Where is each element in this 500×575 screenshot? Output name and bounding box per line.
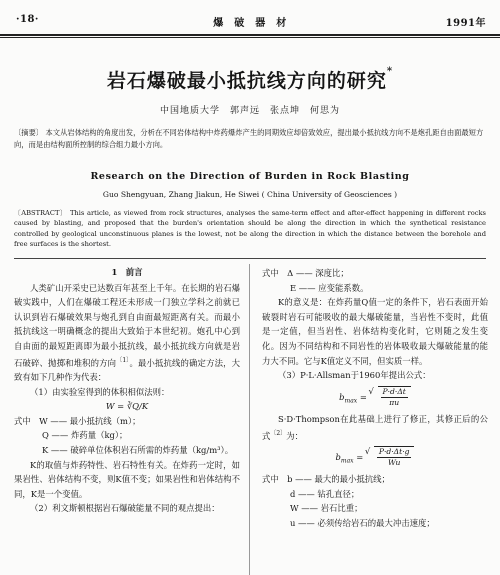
abstract-english: 〔ABSTRACT〕 This article, as viewed from rock structures, analyses the same-term effect and after-effect happening in different rocks caused by blasting, and proposed that the burden's orientation should be along the direction in which the synthetical resistance controlled by geological unconstinuous planes is the lowest, not be along the direction in which the distance between the borehole and free surfaces is the shortest. (14, 209, 486, 249)
header-rule (0, 34, 500, 36)
definition-delta: 式中 Δ —— 深度比； (262, 268, 349, 278)
k-meaning-paragraph: K的意义是：在炸药量Q值一定的条件下，岩石表面开始破裂时岩石可能吸收的最大爆破能量，当岩性不变时，此值是一定值，但当岩性、岩体结构变化时，它则随之发生变化。因为不同结构和不同岩性的岩体吸收最大爆破能量的能力大不同。它与K值定义不同，但实质一样。 (262, 297, 488, 366)
column-divider (249, 264, 250, 575)
page-number: ·18· (16, 14, 39, 25)
journal-name: 爆 破 器 材 (213, 18, 287, 29)
definition-e: E —— 应变能系数。 (290, 282, 369, 293)
page-title (40, 66, 460, 93)
abstract-chinese: 〔摘要〕 本文从岩体结构的角度出发，分析在不同岩体结构中炸药爆炸产生的同期效应却倍致效应，提出最小抵抗线方向不是炮孔距自由面最短方向，而是由结构面所控制的综合组力最小方向。 (14, 128, 484, 149)
authors-chinese: 中国地质大学 郭声远 张点坤 何思为 (159, 106, 340, 116)
definition-u: u —— 必须传给岩石的最大冲击速度； (290, 518, 435, 529)
reference-marker: 〔1〕 (116, 356, 130, 364)
equation-volume-similarity: W = ∛Q/K (105, 401, 149, 412)
header-rule-thin (0, 37, 500, 38)
section-heading: 1 前言 (111, 267, 143, 277)
right-column (262, 266, 488, 531)
allsman-numerator: √ P·d·Δt (382, 386, 406, 396)
method-item-1: （1）由实验室得到的体积相似法则： (30, 386, 170, 397)
method-item-2: （2）利文斯顿根据岩石爆破能量不同的观点提出： (30, 503, 220, 514)
english-title: Research on the Direction of Burden in Rock Blasting (90, 171, 410, 182)
k-value-paragraph: K的取值与炸药特性、岩石特性有关。在炸药一定时，如果岩性、岩体结构不变，则K值不变；如果岩性和岩体结构不同，K是一个变值。 (14, 459, 240, 499)
definition-b: 式中 b —— 最大的最小抵抗线； (262, 474, 390, 485)
title-text: 岩石爆破最小抵抗线方向的研究 (106, 70, 387, 92)
intro-paragraph: 人类矿山开采史已达数百年甚至上千年。在长期的岩石爆破实践中，人们在爆破工程还未形成一门独立学科之前就已认识到岩石爆破效果与炮孔到自由面最短距离有关。而最小抵抗线这一明确概念的提出大致始于本世纪初。炮孔中心到自由面的最短距离即为最小抵抗线，最小抵抗线方向就是岩石破碎、抛掷和堆积的方向$^{〔1〕}$。最小抵抗线的确定方法，大致有如下几种作为代表： (14, 282, 240, 382)
thompson-numerator: √ P·d·Δt·g (378, 447, 410, 456)
equation-thompson: $b_{max}$ = √ $\frac{P\cdot d\cdot\Delta t\cdot g}{Wu}$ (262, 446, 488, 469)
left-column (14, 265, 240, 516)
definition-k: K —— 破碎单位体积岩石所需的炸药量（kg/m³）。 (42, 444, 234, 455)
issue-year: 1991年 (445, 18, 486, 29)
definition-w: 式中 W —— 最小抵抗线（m）； (14, 415, 141, 426)
method-item-3: （3）P·L·Allsman于1960年提出公式： (278, 370, 431, 381)
section-divider (14, 258, 486, 259)
allsman-denominator: πu (389, 397, 400, 407)
reference-marker-2: 〔2〕 (270, 429, 287, 437)
definition-w2: W —— 岩石比重； (290, 503, 363, 514)
english-authors: Guo Shengyuan, Zhang Jiakun, He Siwei ( China University of Geosciences ) (102, 190, 398, 199)
thompson-denominator: Wu (387, 458, 401, 467)
definition-d: d —— 钻孔直径； (290, 488, 360, 499)
footnote-mark: * (386, 66, 394, 77)
definition-q: Q —— 炸药量（kg）； (42, 430, 128, 441)
equation-allsman: $b_{max}$ = √ $\frac{P\cdot d\cdot\Delta t}{\pi u}$ (262, 386, 488, 409)
thompson-paragraph: S·D·Thompson在此基础上进行了修正，其修正后的公式$^{〔2〕}$为： (262, 414, 488, 441)
